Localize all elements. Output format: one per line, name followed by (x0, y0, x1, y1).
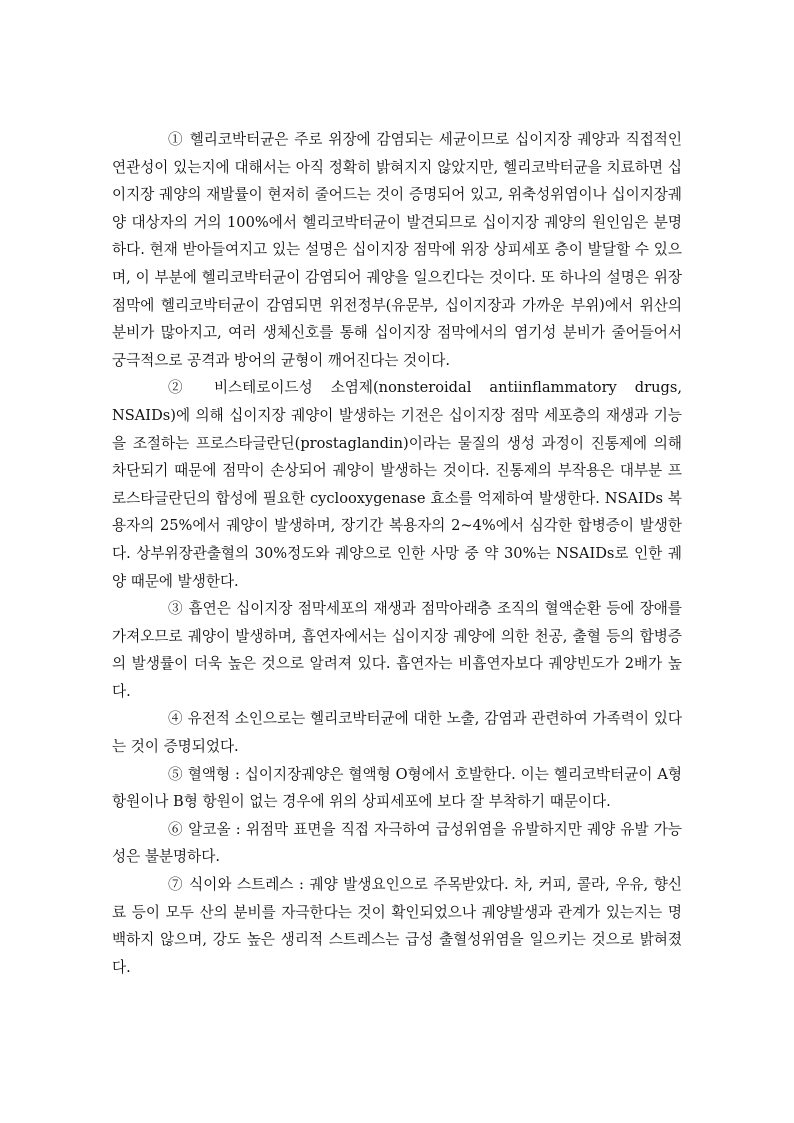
paragraph-alcohol: ⑥ 알코올 : 위점막 표면을 직접 자극하여 급성위염을 유발하지만 궤양 유발 가능성은 불분명하다. (112, 820, 682, 866)
paragraph-blood-type: ⑤ 혈액형 : 십이지장궤양은 혈액형 O형에서 호발한다. 이는 헬리코박터균이 A형 항원이나 B형 항원이 없는 경우에 위의 상피세포에 보다 잘 부착하기 때문이다. (112, 765, 682, 811)
paragraph-diet-stress: ⑦ 식이와 스트레스 : 궤양 발생요인으로 주목받았다. 차, 커피, 콜라, 우유, 향신료 등이 모두 산의 분비를 자극한다는 것이 확인되었으나 궤양발생과 관계가 있는지는 명백하지 않으며, 강도 높은 생리적 스트레스는 급성 출혈성위염을 일으키는 것으로 밝혀졌다. (112, 876, 682, 976)
document-body (112, 126, 682, 981)
paragraph-smoking: ③ 흡연은 십이지장 점막세포의 재생과 점막아래층 조직의 혈액순환 등에 장애를 가져오므로 궤양이 발생하며, 흡연자에서는 십이지장 궤양에 의한 천공, 출혈 등의 합병증의 발생률이 더욱 높은 것으로 알려져 있다. 흡연자는 비흡연자보다 궤양빈도가 2배가 높다. (112, 600, 682, 700)
paragraph-genetic: ④ 유전적 소인으로는 헬리코박터균에 대한 노출, 감염과 관련하여 가족력이 있다는 것이 증명되었다. (112, 710, 682, 756)
paragraph-nsaids: ② 비스테로이드성 소염제(nonsteroidal antiinflammatory drugs, NSAIDs)에 의해 십이지장 궤양이 발생하는 기전은 십이지장 점막 세포층의 재생과 기능을 조절하는 프로스타글란딘(prostaglandin)이라는 물질의 생성 과정이 진통제에 의해 차단되기 때문에 점막이 손상되어 궤양이 발생하는 것이다. 진통제의 부작용은 대부분 프로스타글란딘의 합성에 필요한 cyclooxygenase 효소를 억제하여 발생한다. NSAIDs 복용자의 25%에서 궤양이 발생하며, 장기간 복용자의 2~4%에서 심각한 합병증이 발생한다. 상부위장관출혈의 30%정도와 궤양으로 인한 사망 중 약 30%는 NSAIDs로 인한 궤양 때문에 발생한다. (112, 379, 683, 590)
paragraph-helicobacter: ① 헬리코박터균은 주로 위장에 감염되는 세균이므로 십이지장 궤양과 직접적인 연관성이 있는지에 대해서는 아직 정확히 밝혀지지 않았지만, 헬리코박터균을 치료하면 십이지장 궤양의 재발률이 현저히 줄어드는 것이 증명되어 있고, 위축성위염이나 십이지장궤양 대상자의 거의 100%에서 헬리코박터균이 발견되므로 십이지장 궤양의 원인임은 분명하다. 현재 받아들여지고 있는 설명은 십이지장 점막에 위장 상피세포 층이 발달할 수 있으며, 이 부분에 헬리코박터균이 감염되어 궤양을 일으킨다는 것이다. 또 하나의 설명은 위장 점막에 헬리코박터균이 감염되면 위전정부(유문부, 십이지장과 가까운 부위)에서 위산의 분비가 많아지고, 여러 생체신호를 통해 십이지장 점막에서의 염기성 분비가 줄어들어서 궁극적으로 공격과 방어의 균형이 깨어진다는 것이다. (112, 131, 682, 369)
